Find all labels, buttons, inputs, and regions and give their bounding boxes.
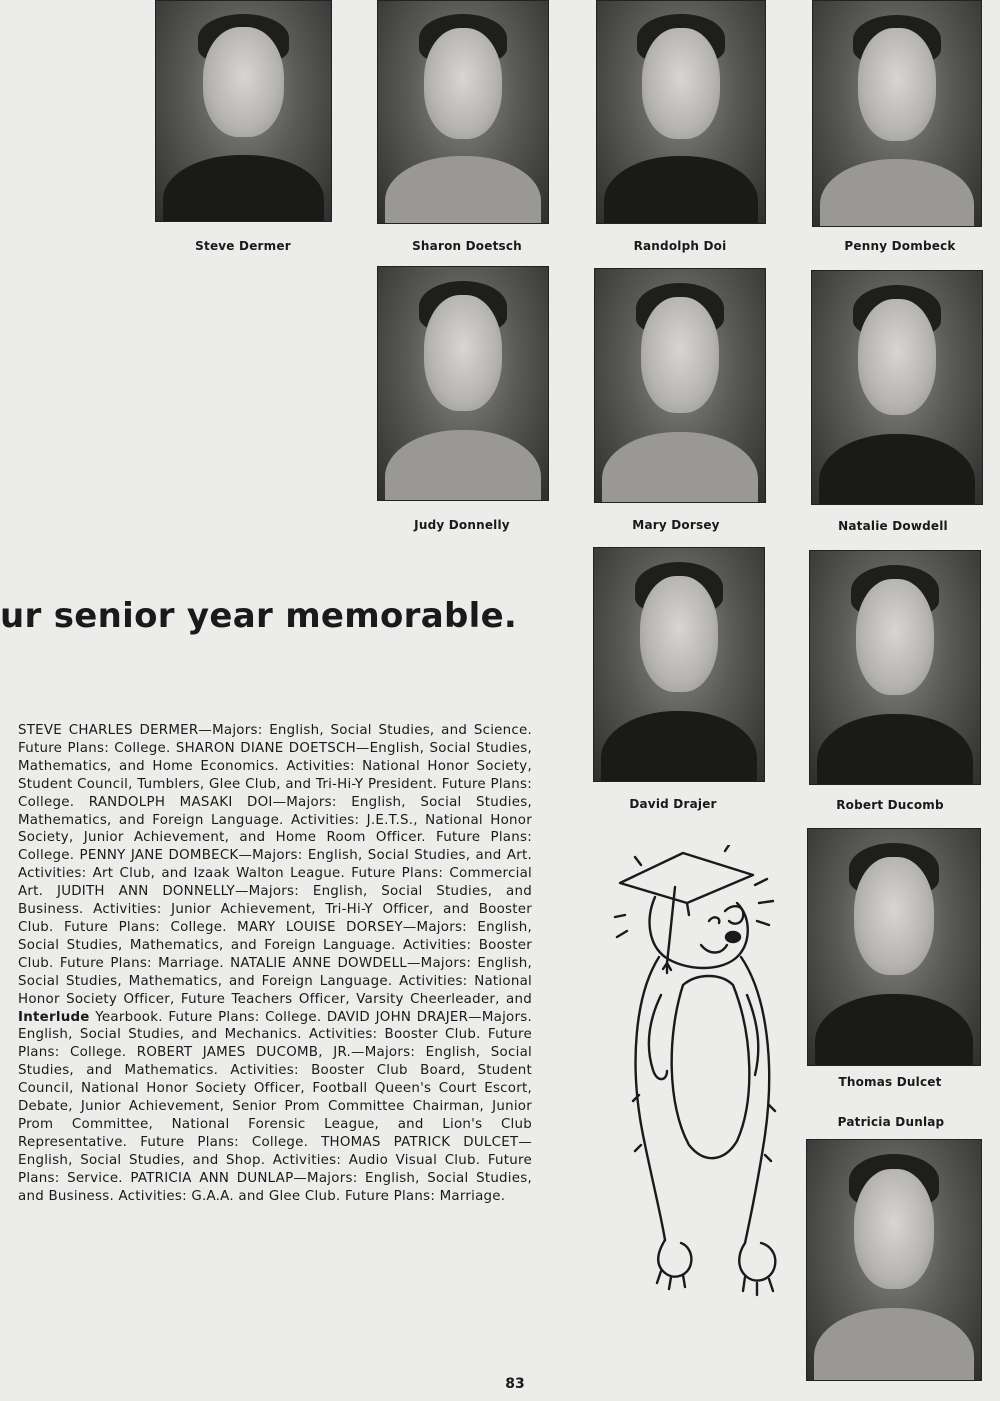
caption-robert-ducomb: Robert Ducomb <box>836 798 944 812</box>
bio-text-part1: STEVE CHARLES DERMER—Majors: English, Social Studies, and Science. Future Plans: College. SHARON DIANE DOETSCH—English, Social Studies, Mathematics, and Home Economics. Activities: National Honor Society, Student Council, Tumblers, Glee Club, and Tri-Hi-Y President. Future Plans: College. RANDOLPH MASAKI DOI—Majors: English, Social Studies, Mathematics, and Foreign Language. Activities: J.E.T.S., National Honor Society, Junior Achievement, and Home Room Officer. Future Plans: College. PENNY JANE DOMBECK—Majors: English, Social Studies, and Art. Activities: Art Club, and Izaak Walton League. Future Plans: Commercial Art. JUDITH ANN DONNELLY—Majors: English, Social Studies, and Business. Activities: Junior Achievement, Tri-Hi-Y Officer, and Booster Club. Future Plans: College. MARY LOUISE DORSEY—Majors: English, Social Studies, Mathematics, and Foreign Language. Activities: Booster Club. Future Plans: Marriage. NATALIE ANNE DOWDELL—Majors: English, Social Studies, Mathematics, and Foreign Language. Activities: National Honor Society Officer, Future Teachers Officer, Varsity Cheerleader, and <box>18 723 532 1007</box>
caption-david-drajer: David Drajer <box>629 797 717 811</box>
portrait-patricia-dunlap <box>806 1139 982 1381</box>
caption-judy-donnelly: Judy Donnelly <box>414 518 510 532</box>
bio-text-part2: Yearbook. Future Plans: College. DAVID JOHN DRAJER—Majors. English, Social Studies, and Mechanics. Activities: Booster Club. Future Plans: College. ROBERT JAMES DUCOMB, JR.—Majors: English, Social Studies, and Mathematics. Activities: Booster Club Board, Student Council, National Honor Society Officer, Football Queen's Court Escort, Debate, Junior Achievement, Senior Prom Committee Chairman, Junior Prom Committee, National Forensic League, and Lion's Club Representative. Future Plans: College. THOMAS PATRICK DULCET—English, Social Studies, and Shop. Activities: Audio Visual Club. Future Plans: Service. PATRICIA ANN DUNLAP—Majors: English, Social Studies, and Business. Activities: G.A.A. and Glee Club. Future Plans: Marriage. <box>18 1009 532 1204</box>
caption-penny-dombeck: Penny Dombeck <box>844 239 956 253</box>
caption-mary-dorsey: Mary Dorsey <box>632 518 720 532</box>
caption-sharon-doetsch: Sharon Doetsch <box>412 239 522 253</box>
caption-natalie-dowdell: Natalie Dowdell <box>838 519 948 533</box>
portrait-mary-dorsey <box>594 268 766 503</box>
graduate-bear-drawing <box>605 845 790 1305</box>
portrait-thomas-dulcet <box>807 828 981 1066</box>
senior-biographies <box>18 722 532 1205</box>
bio-yearbook-title: Interlude <box>18 1009 90 1025</box>
caption-thomas-dulcet: Thomas Dulcet <box>838 1075 942 1089</box>
portrait-randolph-doi <box>596 0 766 224</box>
portrait-judy-donnelly <box>377 266 549 501</box>
caption-randolph-doi: Randolph Doi <box>633 239 727 253</box>
page-headline: ur senior year memorable. <box>0 596 518 636</box>
page-number: 83 <box>505 1376 525 1392</box>
caption-steve-dermer: Steve Dermer <box>195 239 291 253</box>
portrait-sharon-doetsch <box>377 0 549 224</box>
portrait-penny-dombeck <box>812 0 982 227</box>
portrait-robert-ducomb <box>809 550 981 785</box>
portrait-natalie-dowdell <box>811 270 983 505</box>
portrait-steve-dermer <box>155 0 332 222</box>
portrait-david-drajer <box>593 547 765 782</box>
caption-patricia-dunlap: Patricia Dunlap <box>837 1115 945 1129</box>
